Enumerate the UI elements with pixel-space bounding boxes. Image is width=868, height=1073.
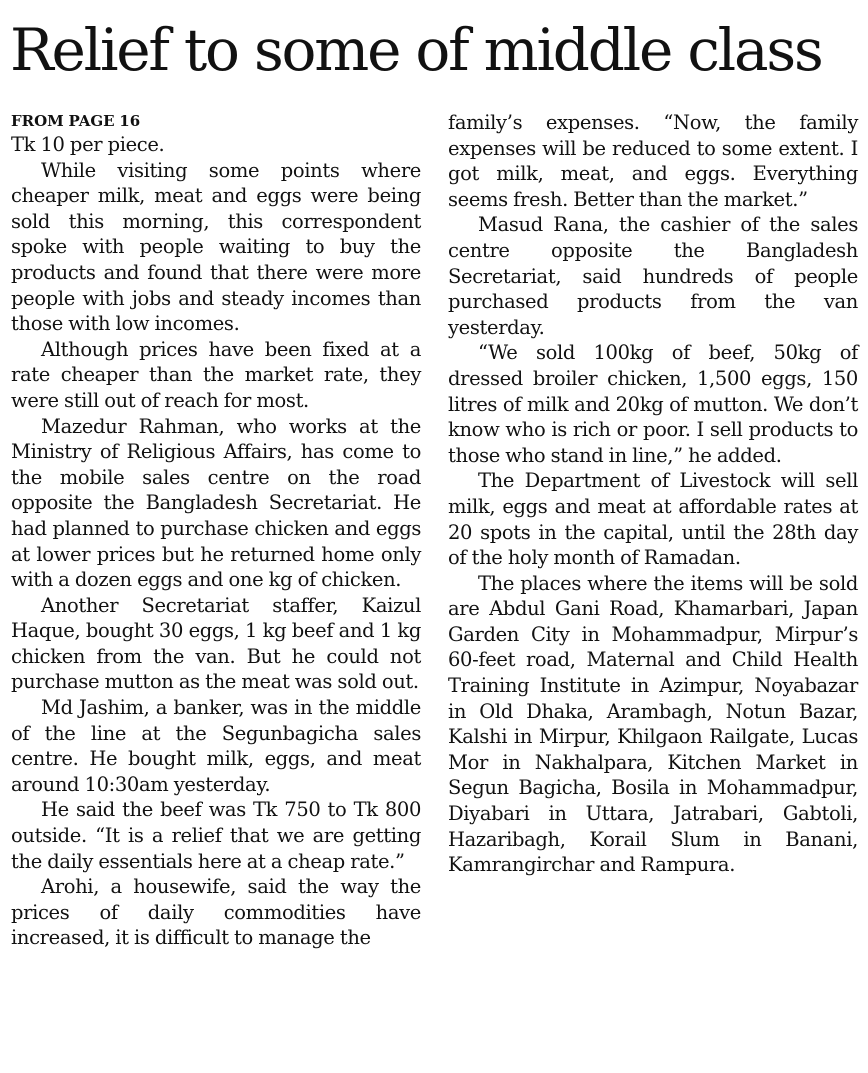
- article-paragraph: “We sold 100kg of beef, 50kg of dressed broiler chicken, 1,500 eggs, 150 litres of milk and 20kg of mutton. We don’t know who is rich or poor. I sell products to those who stand in line,” he added.: [448, 341, 858, 467]
- article-column-right: [448, 110, 858, 878]
- article-column-left: [11, 110, 421, 951]
- article-paragraph: Mazedur Rahman, who works at the Ministry of Religious Affairs, has come to the mobile sales centre on the road opposite the Bangladesh Secretariat. He had planned to purchase chicken and eggs at lower prices but he returned home only with a dozen eggs and one kg of chicken.: [11, 414, 421, 592]
- continuation-kicker: FROM PAGE 16: [11, 112, 141, 130]
- article-paragraph: Although prices have been fixed at a rate cheaper than the market rate, they were still out of reach for most.: [11, 337, 421, 412]
- article-paragraph: The Department of Livestock will sell milk, eggs and meat at affordable rates at 20 spots in the capital, until the 28th day of the holy month of Ramadan.: [448, 469, 858, 570]
- article-paragraph: The places where the items will be sold are Abdul Gani Road, Khamarbari, Japan Garden City in Mohammadpur, Mirpur’s 60-feet road, Maternal and Child Health Training Institute in Azimpur, Noyabazar in Old Dhaka, Arambagh, Notun Bazar, Kalshi in Mirpur, Khilgaon Railgate, Lucas Mor in Nakhalpara, Kitchen Market in Segun Bagicha, Bosila in Mohammadpur, Diyabari in Uttara, Jatrabari, Gabtoli, Hazaribagh, Korail Slum in Banani, Kamrangirchar and Rampura.: [448, 571, 858, 877]
- article-paragraph: While visiting some points where cheaper milk, meat and eggs were being sold this morning, this correspondent spoke with people waiting to buy the products and found that there were more people with jobs and steady incomes than those with low incomes.: [11, 158, 421, 336]
- article-paragraph: Another Secretariat staffer, Kaizul Haque, bought 30 eggs, 1 kg beef and 1 kg chicken from the van. But he could not purchase mutton as the meat was sold out.: [11, 593, 421, 694]
- article-paragraph: Tk 10 per piece.: [11, 133, 165, 156]
- article-paragraph: family’s expenses. “Now, the family expenses will be reduced to some extent. I got milk, meat, and eggs. Everything seems fresh. Better than the market.”: [448, 111, 858, 211]
- article-headline: Relief to some of middle class: [10, 16, 822, 84]
- article-paragraph: Masud Rana, the cashier of the sales centre opposite the Bangladesh Secretariat, said hundreds of people purchased products from the van yesterday.: [448, 213, 858, 339]
- article-paragraph: Arohi, a housewife, said the way the prices of daily commodities have increased, it is difficult to manage the: [11, 875, 421, 950]
- article-paragraph: Md Jashim, a banker, was in the middle of the line at the Segunbagicha sales centre. He bought milk, eggs, and meat around 10:30am yesterday.: [11, 696, 421, 796]
- article-paragraph: He said the beef was Tk 750 to Tk 800 outside. “It is a relief that we are getting the daily essentials here at a cheap rate.”: [11, 798, 421, 873]
